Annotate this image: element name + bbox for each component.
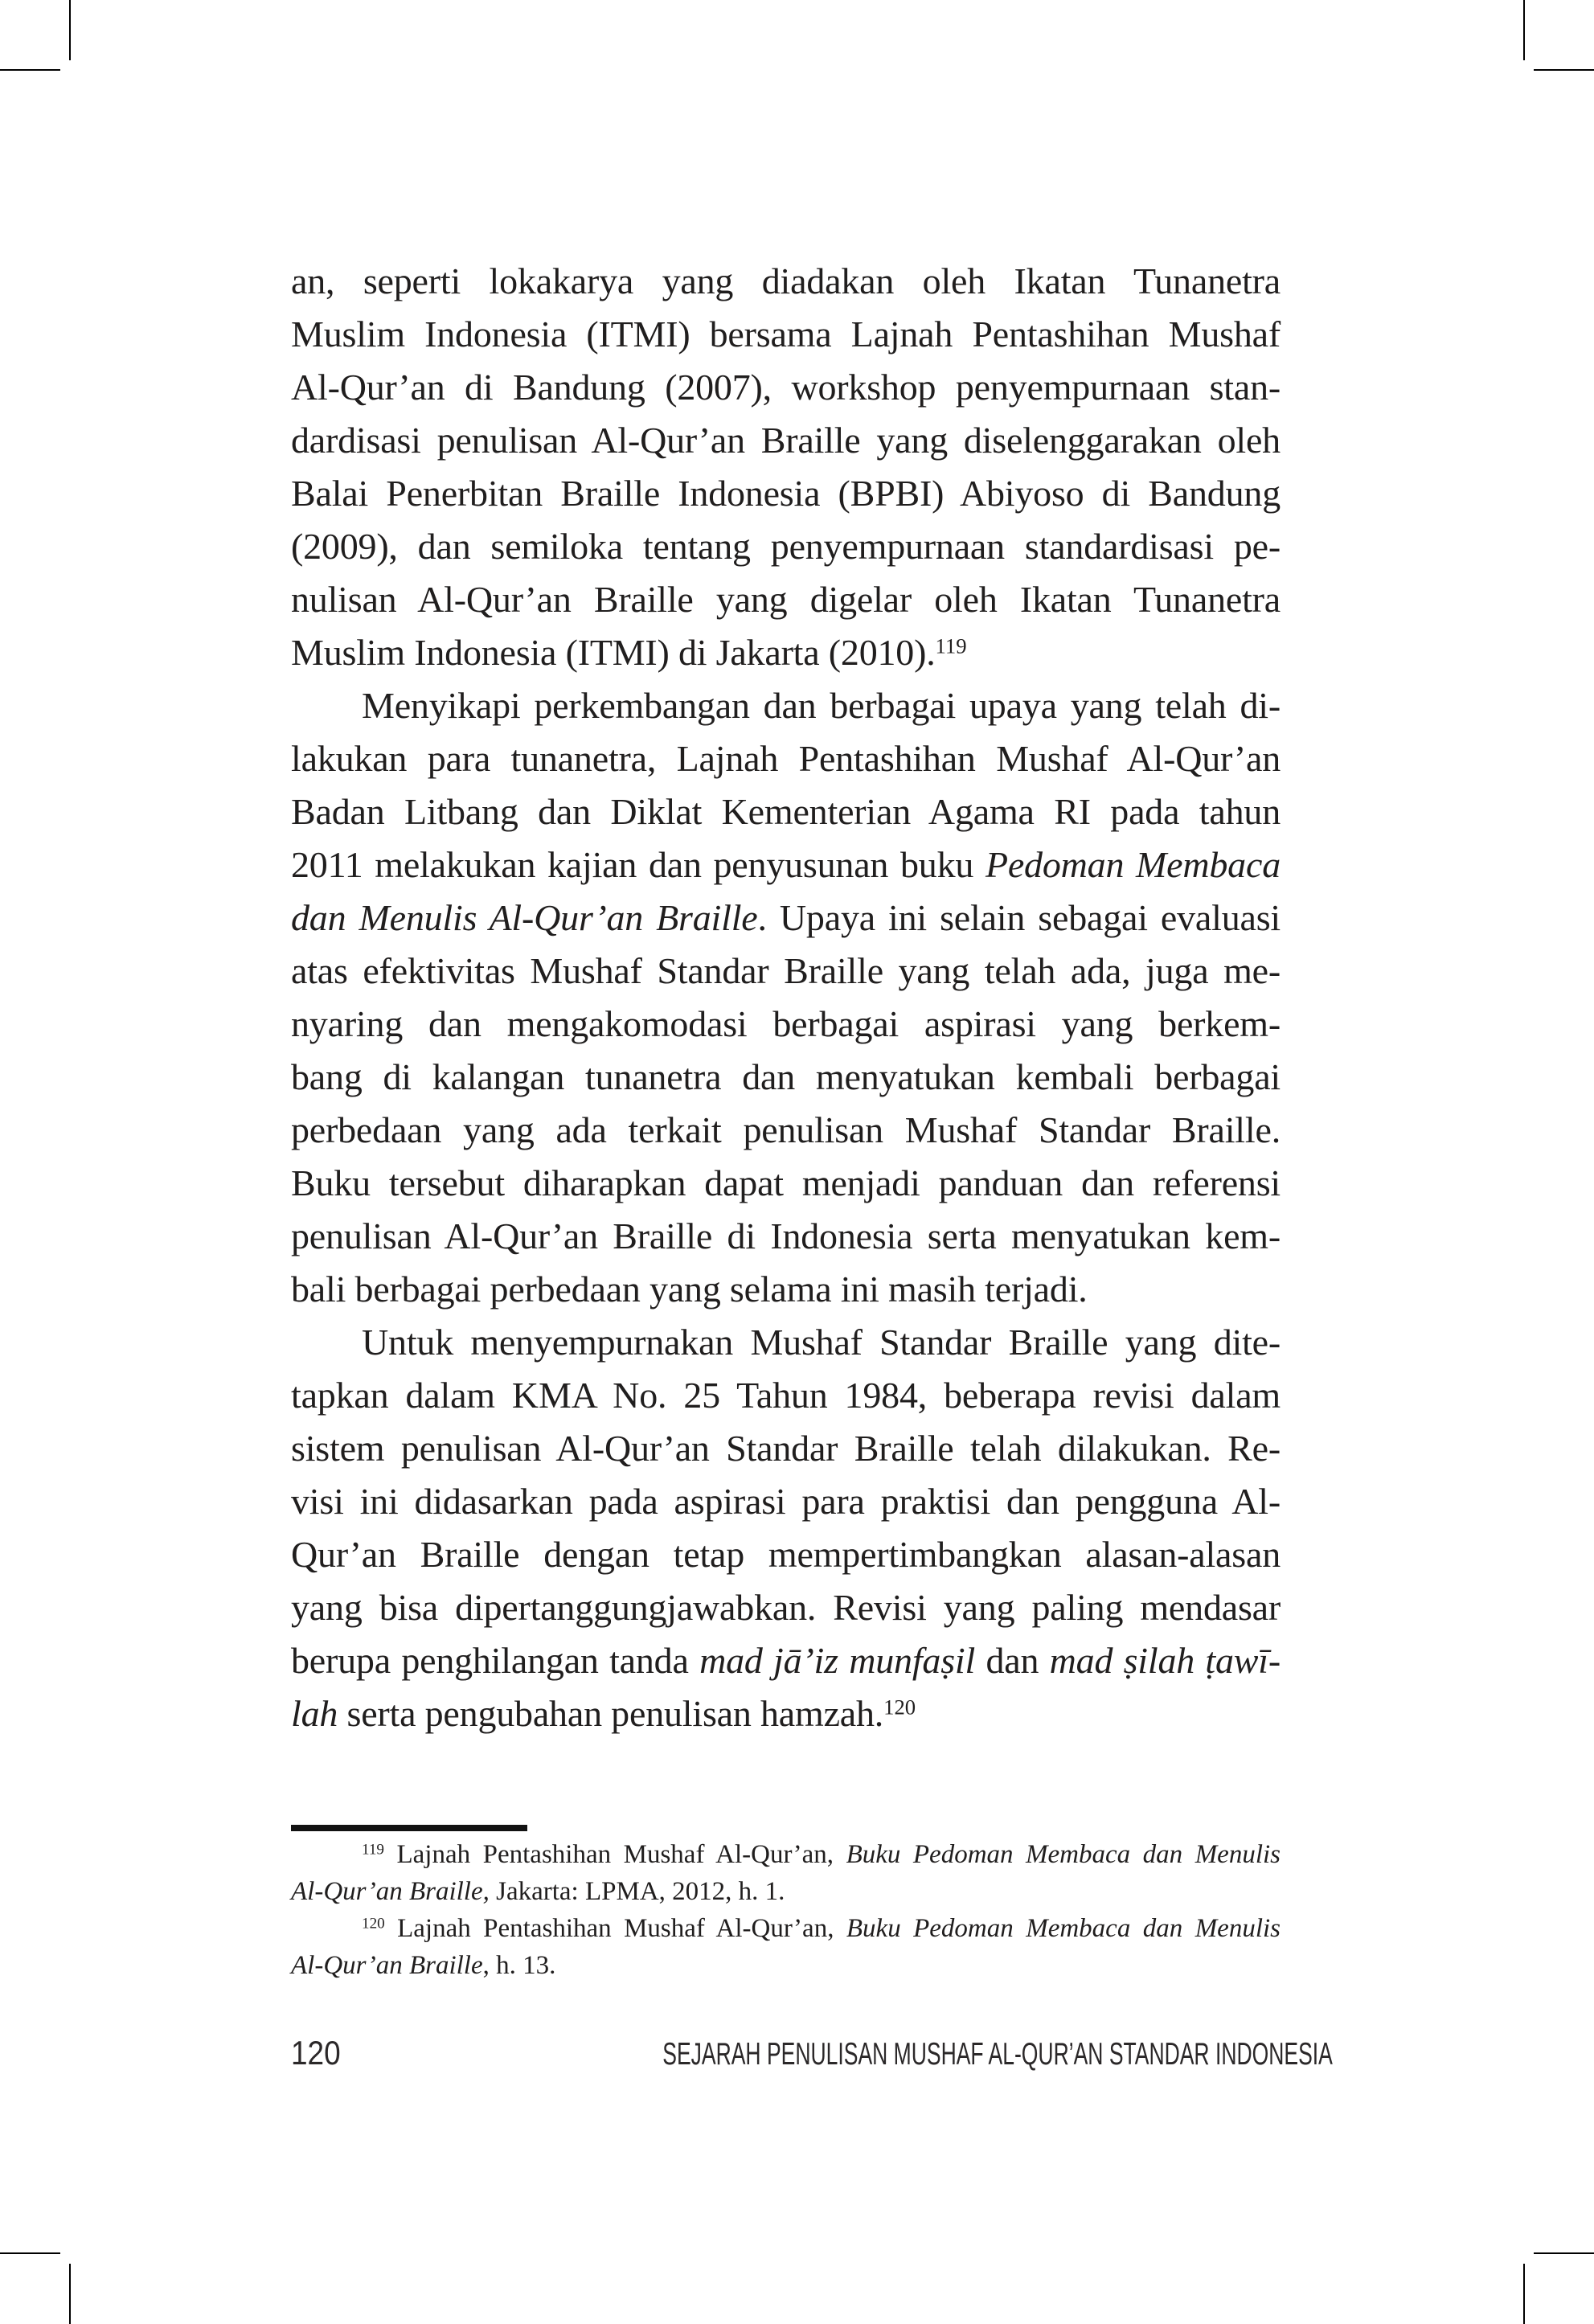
crop-mark-bottom-right-vertical: [1523, 2264, 1525, 2324]
body-text-line: (2009), dan semiloka tentang penyempurnaan standardisasi pe-: [291, 526, 1281, 567]
footnote-text-line: $^{119}$ Lajnah Pentashihan Mushaf Al-Qur’an, Buku Pedoman Membaca dan Menulis: [362, 1840, 1281, 1869]
body-text-line: Muslim Indonesia (ITMI) bersama Lajnah Pentashihan Mushaf: [291, 314, 1281, 355]
body-text-line: Untuk menyempurnakan Mushaf Standar Braille yang dite-: [362, 1322, 1281, 1363]
footnote-text-line: Al-Qur’an Braille, h. 13.: [291, 1951, 556, 1980]
footnote-marker: 120: [362, 1915, 385, 1933]
body-text-line: Al-Qur’an di Bandung (2007), workshop penyempurnaan stan-: [291, 367, 1281, 408]
body-text-line: penulisan Al-Qur’an Braille di Indonesia serta menyatukan kem-: [291, 1215, 1281, 1256]
body-text-line: bali berbagai perbedaan yang selama ini masih terjadi.: [291, 1269, 1088, 1310]
footnotes-block: [291, 1836, 1281, 1984]
footnote: [291, 1836, 1281, 1910]
body-text-line: lakukan para tunanetra, Lajnah Pentashihan Mushaf Al-Qur’an: [291, 738, 1281, 779]
footnote-marker: 120: [883, 1695, 916, 1719]
body-text-line: berupa penghilangan tanda mad jā’iz munfaṣil dan mad ṣilah ṭawī-: [291, 1640, 1281, 1681]
body-text-line: Muslim Indonesia (ITMI) di Jakarta (2010).$^{119}$: [291, 632, 967, 673]
body-text-line: nyaring dan mengakomodasi berbagai aspirasi yang berkem-: [291, 1003, 1281, 1044]
crop-mark-top-right-horizontal: [1534, 69, 1594, 71]
crop-mark-top-left-horizontal: [0, 69, 60, 71]
body-text-line: nulisan Al-Qur’an Braille yang digelar oleh Ikatan Tunanetra: [291, 579, 1281, 620]
running-footer-title: SEJARAH PENULISAN MUSHAF AL-QUR’AN STANDAR INDONESIA: [662, 2037, 1333, 2072]
body-text-line: Badan Litbang dan Diklat Kementerian Agama RI pada tahun: [291, 791, 1281, 832]
body-text-line: tapkan dalam KMA No. 25 Tahun 1984, beberapa revisi dalam: [291, 1375, 1281, 1416]
body-text-line: yang bisa dipertanggungjawabkan. Revisi yang paling mendasar: [291, 1587, 1281, 1628]
body-text-line: visi ini didasarkan pada aspirasi para praktisi dan pengguna Al-: [291, 1481, 1281, 1522]
body-text-block: [291, 255, 1281, 1740]
body-text-line: Qur’an Braille dengan tetap mempertimbangkan alasan-alasan: [291, 1534, 1281, 1575]
body-text-line: dardisasi penulisan Al-Qur’an Braille yang diselenggarakan oleh: [291, 420, 1281, 461]
body-text-line: bang di kalangan tunanetra dan menyatukan kembali berbagai: [291, 1056, 1281, 1097]
footnote-text-line: Al-Qur’an Braille, Jakarta: LPMA, 2012, h. 1.: [291, 1877, 785, 1906]
body-text-line: Balai Penerbitan Braille Indonesia (BPBI) Abiyoso di Bandung: [291, 473, 1281, 514]
body-text-line: atas efektivitas Mushaf Standar Braille yang telah ada, juga me-: [291, 950, 1281, 991]
page-footer: [291, 2034, 1333, 2072]
paragraph: [291, 1316, 1281, 1740]
body-text-line: an, seperti lokakarya yang diadakan oleh Ikatan Tunanetra: [291, 260, 1281, 301]
footnote-marker: 119: [935, 633, 967, 658]
footnote-text-line: $^{120}$ Lajnah Pentashihan Mushaf Al-Qur’an, Buku Pedoman Membaca dan Menulis: [362, 1914, 1281, 1943]
body-text-line: lah serta pengubahan penulisan hamzah.$^{120}$: [291, 1693, 916, 1734]
footnote: [291, 1910, 1281, 1984]
body-text-line: sistem penulisan Al-Qur’an Standar Braille telah dilakukan. Re-: [291, 1428, 1281, 1469]
body-text-line: perbedaan yang ada terkait penulisan Mushaf Standar Braille.: [291, 1109, 1281, 1150]
body-text-line: 2011 melakukan kajian dan penyusunan buku Pedoman Membaca: [291, 844, 1281, 885]
footnote-marker: 119: [362, 1841, 384, 1859]
body-text-line: Menyikapi perkembangan dan berbagai upaya yang telah di-: [362, 685, 1281, 726]
crop-mark-top-right-vertical: [1523, 0, 1525, 60]
paragraph: [291, 255, 1281, 679]
crop-mark-bottom-left-horizontal: [0, 2252, 60, 2254]
body-text-line: dan Menulis Al-Qur’an Braille. Upaya ini selain sebagai evaluasi: [291, 897, 1281, 938]
crop-mark-bottom-right-horizontal: [1534, 2252, 1594, 2254]
paragraph: [291, 679, 1281, 1316]
page-number: 120: [291, 2034, 341, 2072]
body-text-line: Buku tersebut diharapkan dapat menjadi panduan dan referensi: [291, 1162, 1281, 1203]
crop-mark-bottom-left-vertical: [69, 2264, 71, 2324]
footnote-separator-rule: [291, 1825, 527, 1831]
crop-mark-top-left-vertical: [69, 0, 71, 60]
